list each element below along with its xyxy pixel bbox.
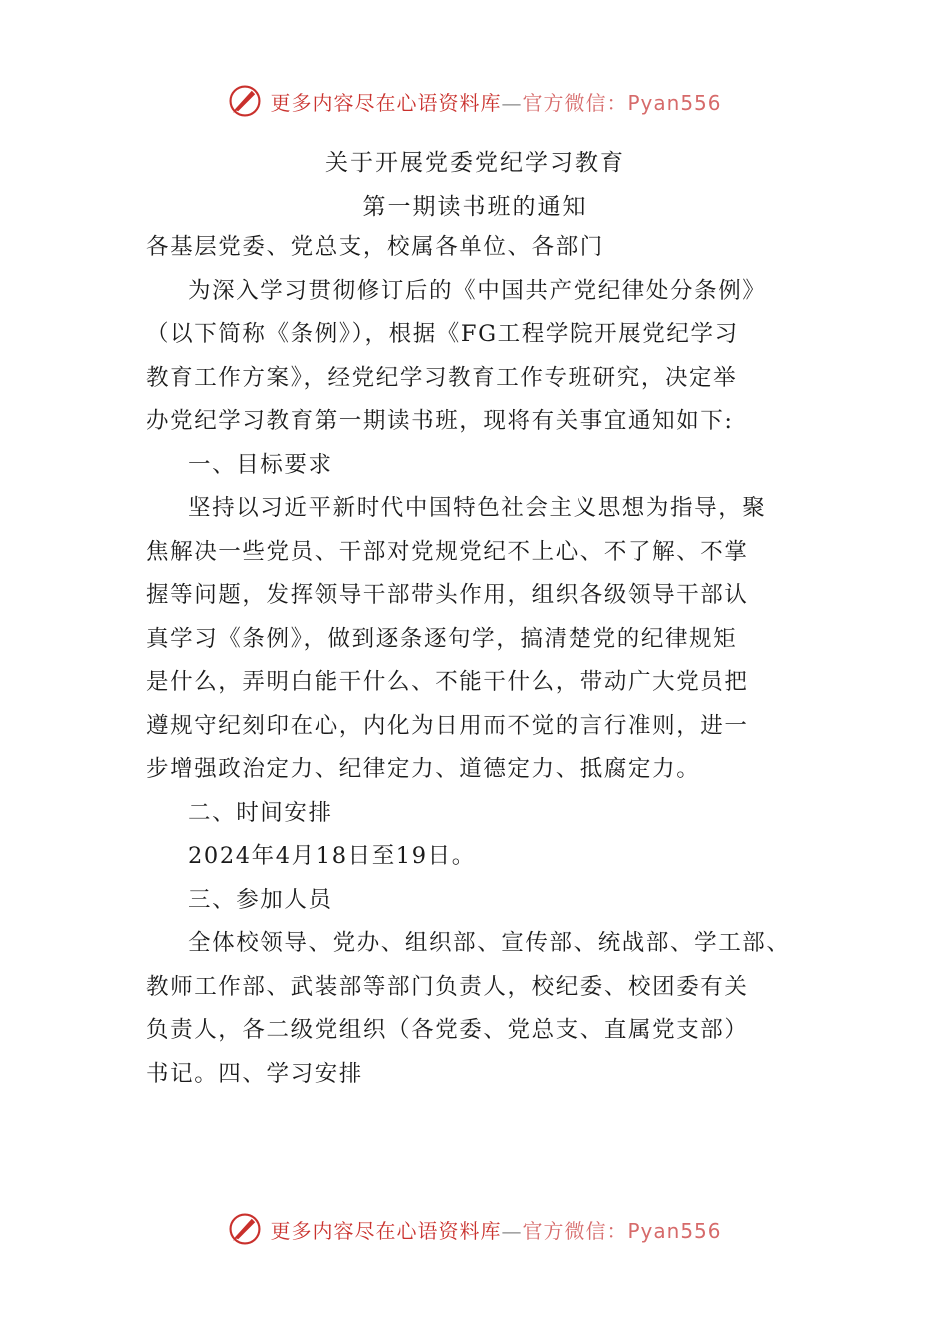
watermark-text: 更多内容尽在心语资料库—官方微信：Pyan556: [270, 90, 722, 115]
watermark-text: 更多内容尽在心语资料库—官方微信：Pyan556: [270, 1218, 722, 1243]
body-line: 教育工作方案》，经党纪学习教育工作专班研究，决定举: [146, 364, 738, 391]
body-line: 坚持以习近平新时代中国特色社会主义思想为指导，聚: [188, 495, 767, 521]
notice-title-line2: 第一期读书班的通知: [362, 194, 588, 220]
body-line: 焦解决一些党员、干部对党规党纪不上心、不了解、不掌: [146, 538, 749, 565]
watermark-banner-bottom: [0, 1212, 950, 1246]
section-heading-goals: 一、目标要求: [188, 451, 333, 478]
body-line: 全体校领导、党办、组织部、宣传部、统战部、学工部、: [188, 930, 791, 956]
body-line: 握等问题，发挥领导干部带头作用，组织各级领导干部认: [146, 582, 749, 608]
body-line: 办党纪学习教育第一期读书班，现将有关事宜通知如下:: [146, 408, 734, 434]
quill-pen-logo-icon: [228, 84, 262, 118]
notice-body: [146, 226, 816, 1096]
body-line: 真学习《条例》，做到逐条逐句学，搞清楚党的纪律规矩: [146, 625, 738, 652]
watermark-banner-top: [0, 84, 950, 118]
addressee-line: 各基层党委、党总支，校属各单位、各部门: [146, 234, 604, 260]
body-line: 遵规守纪刻印在心，内化为日用而不觉的言行准则，进一: [146, 712, 749, 739]
body-line: 书记。四、学习安排: [146, 1060, 363, 1087]
body-line: 负责人，各二级党组织（各党委、党总支、直属党支部）: [146, 1017, 749, 1043]
schedule-date: 2024年4月18日至19日。: [188, 843, 476, 869]
section-heading-participants: 三、参加人员: [188, 886, 333, 913]
body-line: 教师工作部、武装部等部门负责人，校纪委、校团委有关: [146, 973, 749, 1000]
notice-title-line1: 关于开展党委党纪学习教育: [325, 150, 625, 176]
quill-pen-logo-icon: [228, 1212, 262, 1246]
body-line: （以下简称《条例》），根据《FG工程学院开展党纪学习: [146, 321, 739, 347]
body-line: 是什么，弄明白能干什么、不能干什么，带动广大党员把: [146, 669, 749, 695]
section-heading-schedule: 二、时间安排: [188, 799, 333, 826]
body-line: 步增强政治定力、纪律定力、道德定力、抵腐定力。: [146, 756, 701, 782]
body-line: 为深入学习贯彻修订后的《中国共产党纪律处分条例》: [188, 277, 767, 304]
